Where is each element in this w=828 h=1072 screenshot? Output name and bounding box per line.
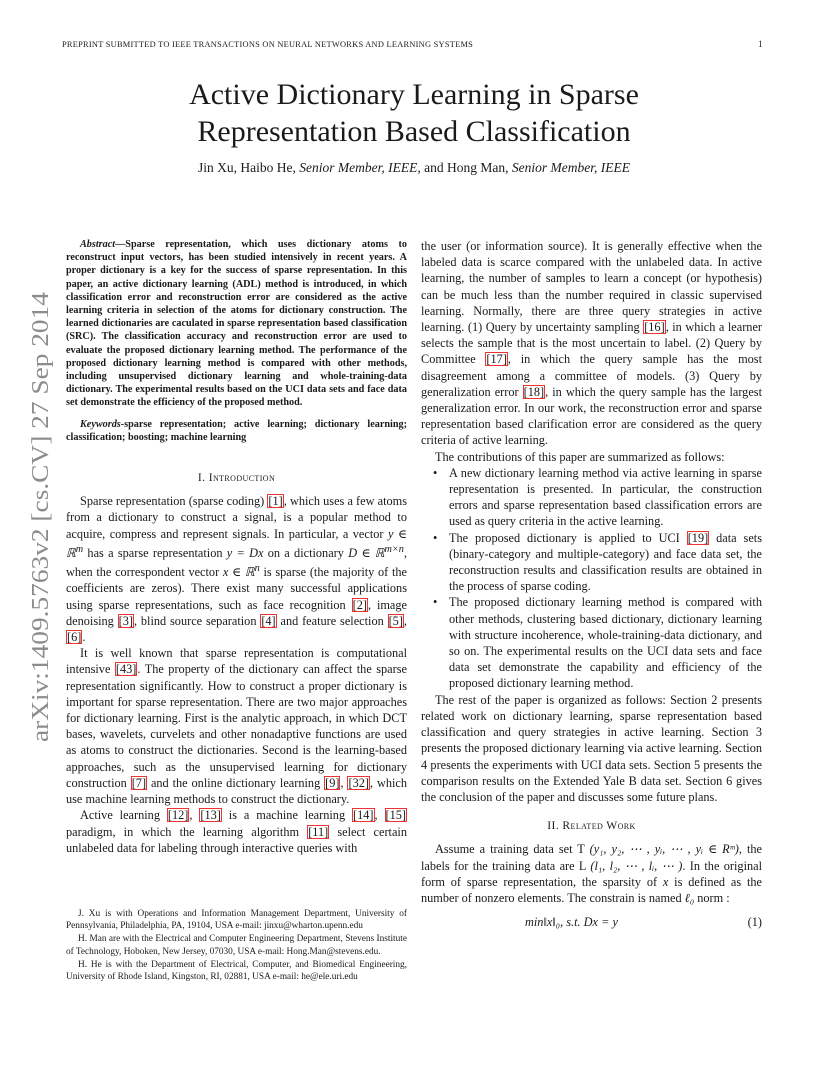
- citation-link[interactable]: [1]: [268, 494, 283, 509]
- equation-number: (1): [747, 915, 762, 930]
- citation-link[interactable]: [32]: [348, 775, 369, 790]
- intro-paragraph-3-start: [66, 807, 407, 856]
- text-run: data sets (binary-category and multiple-category) and face data set, the reconstruction results and classification results are obtained in the process of sparse coding.: [449, 530, 762, 594]
- section-heading-introduction: [66, 470, 407, 486]
- text-run: , in which the query sample has the most disagreement among a committee of models. (3) Query by generalization error: [421, 352, 762, 399]
- citation-link[interactable]: [15]: [385, 808, 406, 823]
- text-run: , the labels for the training data are L: [421, 842, 762, 873]
- text-run: is defined as the number of nonzero elements. The constrain is named: [421, 874, 762, 905]
- text-run: , in which a learner selects the sample that is the most uncertain to label. (2) Query by Committee: [421, 320, 762, 367]
- math-inline: (l₁, l₂, ⋯ , lᵢ, ⋯ ): [590, 858, 683, 873]
- text-run: select certain unlabeled data for labeling through interactive queries with: [66, 824, 407, 855]
- citation-link[interactable]: [18]: [523, 384, 545, 399]
- abstract-text: —Sparse representation, which uses dictionary atoms to reconstruct input vectors, has been studied intensively in recent years. A proper dictionary is a key for the success of sparse representation. In this paper, an active dictionary learning (ADL) method is introduced, in which classification error and reconstruction error are considered as the active learning criteria in selection of the atoms for dictionary construction. The learned dictionaries are caculated in sparse representation based classification (SRC). The classification accuracy and reconstruction error are used to evaluate the proposed dictionary learning method. The performance of the proposed dictionary learning method is compared with other methods, including unsupervised dictionary learning and whole-training-data dictionary. The experimental results based on the UCI data sets and face data set demonstrate the efficiency of the proposed method.: [66, 239, 407, 409]
- math-inline: D ∈ ℝ: [348, 545, 385, 560]
- citation-link[interactable]: [11]: [308, 824, 329, 839]
- keywords-text: -sparse representation; active learning; dictionary learning; classification; boosting; machine learning: [66, 418, 407, 443]
- math-superscript: n: [254, 563, 260, 575]
- footnote-he: H. He is with the Department of Electrical, Computer, and Biomedical Engineering, University of Rhode Island, Kingston, RI, 02881, USA e-mail: he@ele.uri.edu: [66, 959, 407, 983]
- citation-link[interactable]: [43]: [115, 662, 137, 677]
- citation-link[interactable]: [16]: [644, 320, 665, 335]
- math-inline: x: [662, 874, 669, 889]
- list-item: [449, 530, 762, 595]
- text-run: Active learning: [80, 808, 167, 823]
- author-role-2: Senior Member, IEEE: [511, 160, 630, 175]
- title-line-2: Representation Based Classification: [197, 115, 631, 148]
- text-run: .: [82, 630, 86, 645]
- citation-link[interactable]: [6]: [67, 630, 82, 645]
- text-run: It is well known that sparse representation is computational intensive: [66, 646, 407, 677]
- footnote-man: H. Man are with the Electrical and Computer Engineering Department, Stevens Institute of Technology, Hoboken, New Jersey, 07030, USA e-mail: Hong.Man@stevens.edu.: [66, 934, 407, 957]
- related-work-paragraph-1: [421, 841, 762, 906]
- text-run: , which use machine learning methods to construct the dictionary.: [66, 775, 407, 807]
- footnotes: [66, 908, 407, 984]
- text-run: ,: [189, 808, 200, 823]
- citation-link[interactable]: [4]: [261, 613, 276, 628]
- citation-link[interactable]: [17]: [486, 352, 507, 367]
- citation-link[interactable]: [12]: [167, 808, 189, 823]
- text-run: , in which the query sample has the largest generalization error. In our work, the reconstruction error and sparse representation based clarification error are considered as the query criteria of active learning.: [421, 384, 762, 448]
- citation-link[interactable]: [2]: [352, 597, 367, 612]
- arxiv-identifier-text: arXiv:1409.5763v2 [cs.CV] 27 Sep 2014: [28, 347, 54, 742]
- intro-paragraph-organization: The rest of the paper is organized as follows: Section 2 presents related work on dictionary learning, sparse representation based classification and query strategies in active learning. Section 3 presents the proposed dictionary learning via active learning. Section 4 presents the experiments with UCI data sets. Section 5 presents the comparison results on the Extended Yale B data set. Section 6 gives the conclusion of the paper and discusses some future plans.: [421, 692, 762, 804]
- section-numeral: I.: [197, 471, 209, 485]
- text-run: and feature selection: [276, 613, 388, 628]
- math-inline: y ∈ ℝ: [66, 526, 407, 560]
- list-item: • The proposed dictionary learning method is compared with other methods, clustering based dictionary, dictionary learning with structure incoherence, whole-training-data dictionary, and so on. The experimental results on the UCI data sets and face data set demonstrate the capability and efficiency of the proposed dictionary learning method.: [449, 594, 762, 691]
- equation-expression: min‖x‖₀, s.t. Dx = y: [525, 915, 618, 930]
- text-run: has a sparse representation: [83, 545, 227, 560]
- section-title: Introduction: [208, 471, 276, 485]
- section-numeral: II.: [547, 819, 563, 833]
- text-run: is sparse (the majority of the coefficients are zeros). There exist many successful applications using sparse representations, such as face recognition: [66, 565, 407, 612]
- text-run: , when the correspondent vector: [66, 545, 408, 580]
- citation-link[interactable]: [3]: [118, 613, 133, 628]
- text-run: norm :: [694, 890, 730, 905]
- arxiv-identifier-stamp: [22, 292, 56, 744]
- text-run: Sparse representation (sparse coding): [80, 494, 268, 509]
- text-run: . In the original form of sparse representation, the sparsity of: [421, 858, 763, 889]
- paper-title: [74, 76, 754, 150]
- text-run: ,: [374, 808, 385, 823]
- intro-paragraph-2: [66, 645, 407, 807]
- text-run: is a machine learning: [221, 808, 353, 823]
- author-list: [74, 160, 754, 176]
- citation-link[interactable]: [13]: [200, 808, 221, 823]
- section-heading-related-work: [421, 818, 762, 834]
- text-run: and the online dictionary learning: [147, 775, 325, 790]
- math-inline: (y₁, y₂, ⋯ , yᵢ, ⋯ , yᵢ ∈ Rᵐ): [589, 842, 739, 857]
- citation-link[interactable]: [7]: [131, 775, 147, 790]
- math-superscript: m×n: [384, 543, 404, 555]
- text-run: The proposed dictionary is applied to UCI: [449, 530, 687, 545]
- author-names-2: and Hong Man,: [420, 160, 512, 175]
- text-run: ,: [340, 775, 348, 790]
- math-inline: ℓ₀: [684, 890, 695, 905]
- citation-link[interactable]: [14]: [353, 808, 374, 823]
- math-inline: y = Dx: [226, 545, 264, 560]
- abstract: [66, 238, 407, 410]
- running-head: PREPRINT SUBMITTED TO IEEE TRANSACTIONS ON NEURAL NETWORKS AND LEARNING SYSTEMS: [62, 40, 474, 49]
- text-run: ,: [403, 613, 407, 628]
- text-run: Assume a training data set T: [435, 842, 590, 857]
- contributions-intro: The contributions of this paper are summarized as follows:: [435, 449, 725, 464]
- title-line-1: Active Dictionary Learning in Sparse: [189, 78, 639, 111]
- contributions-list: [421, 465, 762, 692]
- citation-link[interactable]: [9]: [325, 775, 340, 790]
- text-run: . The property of the dictionary can affect the sparse representation significantly. How to construct a proper dictionary is important for sparse representation. There are two major approaches for dictionary learning. First is the analytic approach, in which DCT bases, wavelets, curvelets and other nonadaptive functions are used as atoms to construct the dictionaries. Second is the learning-based approaches, such as the unsupervised learning for dictionary construction: [66, 662, 407, 790]
- author-role-1: Senior Member, IEEE,: [299, 160, 421, 175]
- text-run: , blind source separation: [134, 613, 261, 628]
- math-superscript: m: [75, 543, 84, 555]
- page-number: 1: [758, 39, 763, 49]
- intro-paragraph-1: [66, 493, 407, 645]
- citation-link[interactable]: [5]: [388, 613, 403, 628]
- citation-link[interactable]: [19]: [687, 530, 709, 545]
- author-names-1: Jin Xu, Haibo He,: [198, 160, 300, 175]
- list-item: • A new dictionary learning method via active learning in sparse representation is presented. In particular, the construction errors and sparse representation based classification errors are used as query criteria in the active learning.: [449, 465, 762, 530]
- intro-paragraph-3-continued: [421, 238, 762, 449]
- math-inline: x ∈ ℝ: [222, 565, 255, 580]
- abstract-lead: Abstract: [80, 239, 116, 250]
- section-title: Related Work: [562, 819, 636, 833]
- right-column: [421, 238, 762, 934]
- equation-1: [421, 912, 762, 934]
- text-run: on a dictionary: [263, 545, 349, 560]
- text-run: the user (or information source). It is generally effective when the labeled data is scarce compared with the unlabeled data. In active learning, the number of samples to learn a concept (or hypothesis) can be much less than the number required in classic supervised learning. Normally, there are three query strategies in active learning. (1) Query by uncertainty sampling: [421, 239, 762, 335]
- keywords: [66, 418, 407, 444]
- text-run: paradigm, in which the learning algorithm: [66, 824, 308, 839]
- left-column: [66, 238, 407, 856]
- footnote-xu: J. Xu is with Operations and Information Management Department, University of Pennsylvania, Philadelphia, PA, 19104, USA e-mail: jinxu@wharton.upenn.edu: [66, 909, 407, 932]
- keywords-lead: Keywords: [80, 418, 121, 430]
- text-run: , image denoising: [66, 597, 407, 628]
- text-run: , which uses a few atoms from a dictionary to construct a signal, is a popular method to acquire, compress and represent signals. In particular, a vector: [66, 494, 407, 541]
